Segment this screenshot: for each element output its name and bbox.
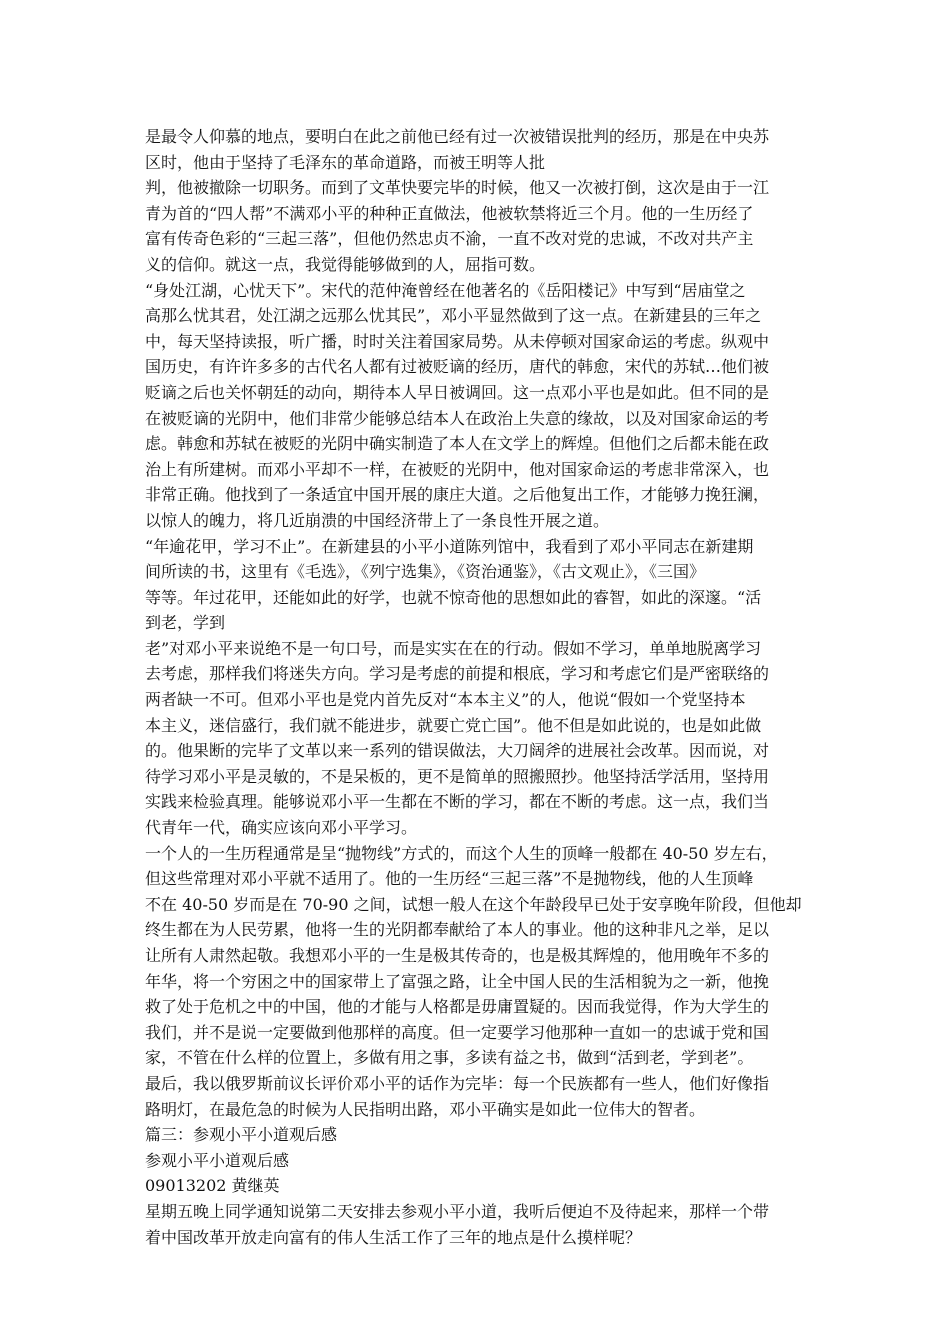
text-line: 富有传奇色彩的“三起三落”，但他仍然忠贞不渝，一直不改对党的忠诚，不改对共产主	[145, 229, 754, 249]
text-line: 间所读的书，这里有《毛选》，《列宁选集》，《资治通鉴》，《古文观止》，《三国》	[145, 562, 706, 582]
document-body	[145, 124, 811, 1250]
text-line: “身处江湖，心忧天下”。宋代的范仲淹曾经在他著名的《岳阳楼记》中写到“居庙堂之	[145, 280, 746, 300]
text-line: 年华，将一个穷困之中的国家带上了富强之路，让全中国人民的生活相貌为之一新，他挽	[145, 971, 770, 991]
text-line: 判，他被撤除一切职务。而到了文革快要完毕的时候，他又一次被打倒，这次是由于一江	[145, 178, 770, 198]
text-line: 高那么忧其君，处江湖之远那么忧其民”，邓小平显然做到了这一点。在新建县的三年之	[145, 306, 762, 326]
text-line: 让所有人肃然起敬。我想邓小平的一生是极其传奇的，也是极其辉煌的，他用晚年不多的	[145, 946, 770, 965]
text-line: 到老，学到	[145, 613, 226, 633]
text-line: 我们，并不是说一定要做到他那样的高度。但一定要学习他那种一直如一的忠诚于党和国	[145, 1022, 770, 1042]
text-line: 的。他果断的完毕了文革以来一系列的错误做法，大刀阔斧的进展社会改革。因而说，对	[145, 741, 770, 761]
text-line: 实践来检验真理。能够说邓小平一生都在不断的学习，都在不断的考虑。这一点，我们当	[145, 792, 770, 812]
text-line: 青为首的“四人帮”不满邓小平的种种正直做法，他被软禁将近三个月。他的一生历经了	[145, 203, 754, 223]
text-line: 去考虑，那样我们将迷失方向。学习是考虑的前提和根底，学习和考虑它们是严密联络的	[145, 664, 770, 684]
text-line: 治上有所建树。而邓小平却不一样，在被贬的光阴中，他对国家命运的考虑非常深入，也	[145, 459, 770, 479]
text-line: 一个人的一生历程通常是呈“抛物线”方式的，而这个人生的顶峰一般都在 40-50 岁左右，	[145, 843, 778, 863]
text-line: 路明灯，在最危急的时候为人民指明出路，邓小平确实是如此一位伟大的智者。	[145, 1099, 706, 1119]
text-line: 两者缺一不可。但邓小平也是党内首先反对“本本主义”的人，他说“假如一个党坚持本	[145, 690, 746, 710]
text-line: 老”对邓小平来说绝不是一句口号，而是实实在在的行动。假如不学习，单单地脱离学习	[145, 638, 762, 658]
text-line: 最后，我以俄罗斯前议长评价邓小平的话作为完毕：每一个民族都有一些人，他们好像指	[145, 1073, 770, 1093]
text-line: 虑。韩愈和苏轼在被贬的光阴中确实制造了本人在文学上的辉煌。但他们之后都未能在政	[145, 434, 770, 454]
text-line: 国历史，有许许多多的古代名人都有过被贬谪的经历，唐代的韩愈，宋代的苏轼…他们被	[145, 357, 770, 377]
text-line: 区时，他由于坚持了毛泽东的革命道路，而被王明等人批	[145, 152, 546, 172]
text-line: 在被贬谪的光阴中，他们非常少能够总结本人在政治上失意的缘故，以及对国家命运的考	[145, 408, 770, 428]
text-line: 本主义，迷信盛行，我们就不能进步，就要亡党亡国”。他不但是如此说的，也是如此做	[145, 715, 762, 735]
text-line: 贬谪之后也关怀朝廷的动向，期待本人早日被调回。这一点邓小平也是如此。但不同的是	[145, 382, 770, 402]
section-heading: 篇三：参观小平小道观后感	[145, 1125, 338, 1145]
text-line: 救了处于危机之中的中国，他的才能与人格都是毋庸置疑的。因而我觉得，作为大学生的	[145, 997, 770, 1017]
text-line: 等等。年过花甲，还能如此的好学，也就不惊奇他的思想如此的睿智，如此的深邃。“活	[145, 587, 762, 607]
text-line: 但这些常理对邓小平就不适用了。他的一生历经“三起三落”不是抛物线，他的人生顶峰	[145, 869, 754, 889]
text-line: 家，不管在什么样的位置上，多做有用之事，多读有益之书，做到“活到老，学到老”。	[145, 1048, 754, 1068]
text-line: 义的信仰。就这一点，我觉得能够做到的人，屈指可数。	[145, 254, 546, 274]
text-line: 星期五晚上同学通知说第二天安排去参观小平小道，我听后便迫不及待起来，那样一个带	[145, 1201, 770, 1221]
text-line: 待学习邓小平是灵敏的，不是呆板的，更不是简单的照搬照抄。他坚持活学活用，坚持用	[145, 766, 770, 786]
text-line: 中，每天坚持读报，听广播，时时关注着国家局势。从未停顿对国家命运的考虑。纵观中	[145, 331, 770, 351]
author-line: 09013202 黄继英	[145, 1176, 280, 1196]
article-title: 参观小平小道观后感	[145, 1150, 290, 1170]
text-line: 非常正确。他找到了一条适宜中国开展的康庄大道。之后他复出工作，才能够力挽狂澜，	[145, 485, 770, 505]
text-line: “年逾花甲，学习不止”。在新建县的小平小道陈列馆中，我看到了邓小平同志在新建期	[145, 536, 754, 556]
text-line: 是最令人仰慕的地点，要明白在此之前他已经有过一次被错误批判的经历，那是在中央苏	[145, 127, 770, 146]
text-line: 着中国改革开放走向富有的伟人生活工作了三年的地点是什么摸样呢？	[145, 1227, 642, 1247]
text-line: 终生都在为人民劳累，他将一生的光阴都奉献给了本人的事业。他的这种非凡之举，足以	[145, 920, 770, 940]
text-line: 以惊人的魄力，将几近崩溃的中国经济带上了一条良性开展之道。	[145, 510, 610, 530]
text-line: 代青年一代，确实应该向邓小平学习。	[145, 818, 418, 838]
text-line: 不在 40-50 岁而是在 70-90 之间，试想一般人在这个年龄段早已处于安享晚年阶段，但他却	[145, 894, 802, 914]
